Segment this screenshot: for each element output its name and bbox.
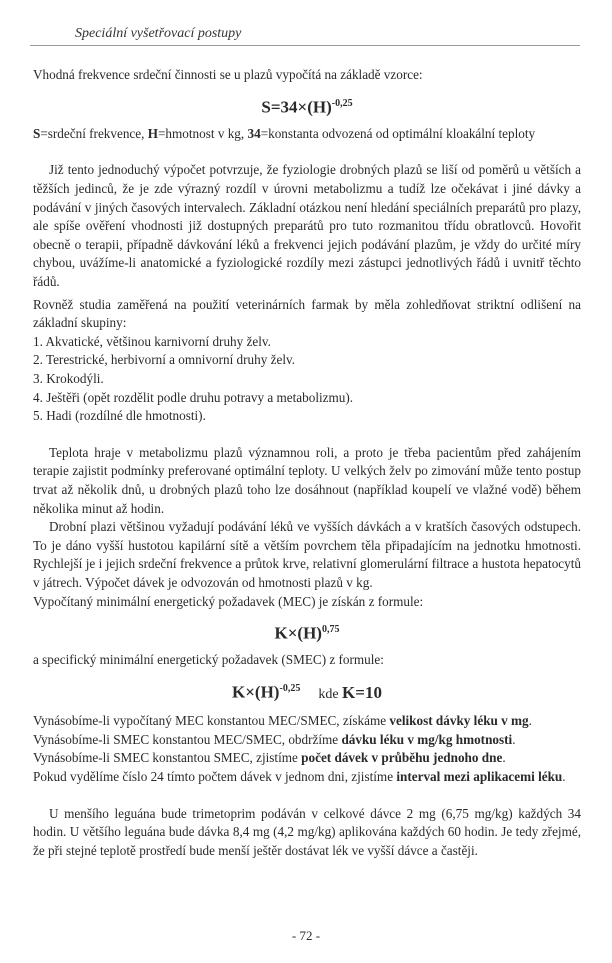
rule-line: Vynásobíme-li SMEC konstantou MEC/SMEC, obdržíme dávku léku v mg/kg hmotnosti. [33, 731, 516, 747]
rule-line: Vynásobíme-li vypočítaný MEC konstantou MEC/SMEC, získáme velikost dávky léku v mg. [33, 713, 532, 729]
list-item: 1. Akvatické, většinou karnivorní druhy želv. [33, 333, 271, 349]
legend-s-text: =srdeční frekvence, [40, 125, 148, 141]
page-number: - 72 - [291, 928, 321, 943]
legend-h-text: =hmotnost v kg, [158, 125, 248, 141]
constant-definition: kde K=10 [318, 682, 382, 702]
formula-exponent: -0,25 [331, 97, 353, 109]
formula-base: K×(H) [274, 623, 322, 643]
calculation-rules [33, 712, 581, 786]
list-item: 3. Krokodýli. [33, 370, 104, 386]
example-paragraph: U menšího leguána bude trimetoprim podáván v celkové dávce 2 mg (6,75 mg/kg) každých 34 hodin. U většího leguána bude dávka 8,4 mg (4,2 mg/kg) aplikována každých 60 hodin. Je tedy zřejmé, že při stejné teplotě prostředí bude menší ještěr dostávat lék ve vyšší dávce a častěji. [33, 805, 581, 858]
legend-k-text: =konstanta odvozená od optimální kloakální teploty [260, 125, 536, 141]
formula-exponent: -0,25 [279, 682, 301, 694]
rule-line: Pokud vydělíme číslo 24 tímto počtem dávek v jednom dni, zjistíme interval mezi aplikacemi léku. [33, 768, 566, 784]
legend-s: S [33, 125, 41, 141]
intro-paragraph: Vhodná frekvence srdeční činnosti se u plazů vypočítá na základě vzorce: [33, 67, 423, 82]
dosage-paragraph: Drobní plazi většinou vyžadují podávání léků ve vyšších dávkách a v kratších časových odstupech. To je dáno vyšší hustotou kapilární sítě a větším povrchem těla připadajícím na jednotku hmotnosti. Rychlejší je i jejich srdeční frekvence a průtok krve, relativní glomerulární filtrace a hustota hepatocytů v játrech. Výpočet dávek je odvozován od hmotnosti plazů v kg. [33, 519, 581, 590]
header-rule [30, 45, 580, 46]
legend-h: H [147, 125, 158, 141]
list-item: 4. Ještěři (opět rozdělit podle druhu potravy a metabolizmu). [33, 389, 354, 405]
groups-list [33, 333, 581, 426]
list-item: 2. Terestrické, herbivorní a omnivorní druhy želv. [33, 352, 296, 368]
running-header: Speciální vyšetřovací postupy [75, 26, 242, 41]
smec-formula [33, 680, 581, 704]
rule-line: Vynásobíme-li SMEC konstantou SMEC, zjistíme počet dávek v průběhu jednoho dne. [33, 750, 506, 766]
mec-intro-paragraph: Vypočítaný minimální energetický požadavek (MEC) je získán z formule: [33, 593, 424, 609]
page-body [33, 66, 581, 860]
formula-base: S=34×(H) [261, 97, 332, 117]
legend-k: 34 [247, 125, 261, 141]
mec-formula [33, 621, 581, 643]
temperature-paragraph: Teplota hraje v metabolizmu plazů významnou roli, a proto je třeba pacientům před zahájením terapie zajistit podmínky preferované optimální teploty. U velkých želv po zimování může tento postup trvat až několik dnů, u drobných plazů toho lze dosáhnout (například koupelí ve vlažné vodě) během několika minut až hodin. [33, 444, 581, 516]
groups-intro-paragraph: Rovněž studia zaměřená na použití veterinárních farmak by měla zohledňovat striktní odlišení na základní skupiny: [33, 296, 581, 331]
heart-rate-formula [33, 95, 581, 117]
formula-legend [33, 125, 581, 144]
list-item: 5. Hadi (rozdílné dle hmotnosti). [33, 408, 206, 424]
formula-base: K×(H) [232, 682, 280, 702]
physiology-paragraph: Již tento jednoduchý výpočet potvrzuje, že fyziologie drobných plazů se liší od poměrů u větších a těžších jedinců, že je zde výrazný rozdíl v úrovni metabolizmu a tudíž lze očekávat i jiné dávky a podávání v jiných časových intervalech. Základní otázkou není hledání speciálních preparátů pro plazy, ale spíše ověření vhodnosti již dostupných preparátů pro tuto rozmanitou třídu obratlovců. Hovořit obecně o terapii, případně dávkování léků a frekvenci jejich podávání plazům, je vždy do určité míry chybou, uvážíme-li anatomické a fyziologické rozdíly mezi zástupci jednotlivých řádů i uvnitř těchto řádů. [33, 162, 581, 289]
formula-exponent: 0,75 [321, 624, 340, 636]
smec-intro-paragraph: a specifický minimální energetický požadavek (SMEC) z formule: [33, 652, 384, 668]
